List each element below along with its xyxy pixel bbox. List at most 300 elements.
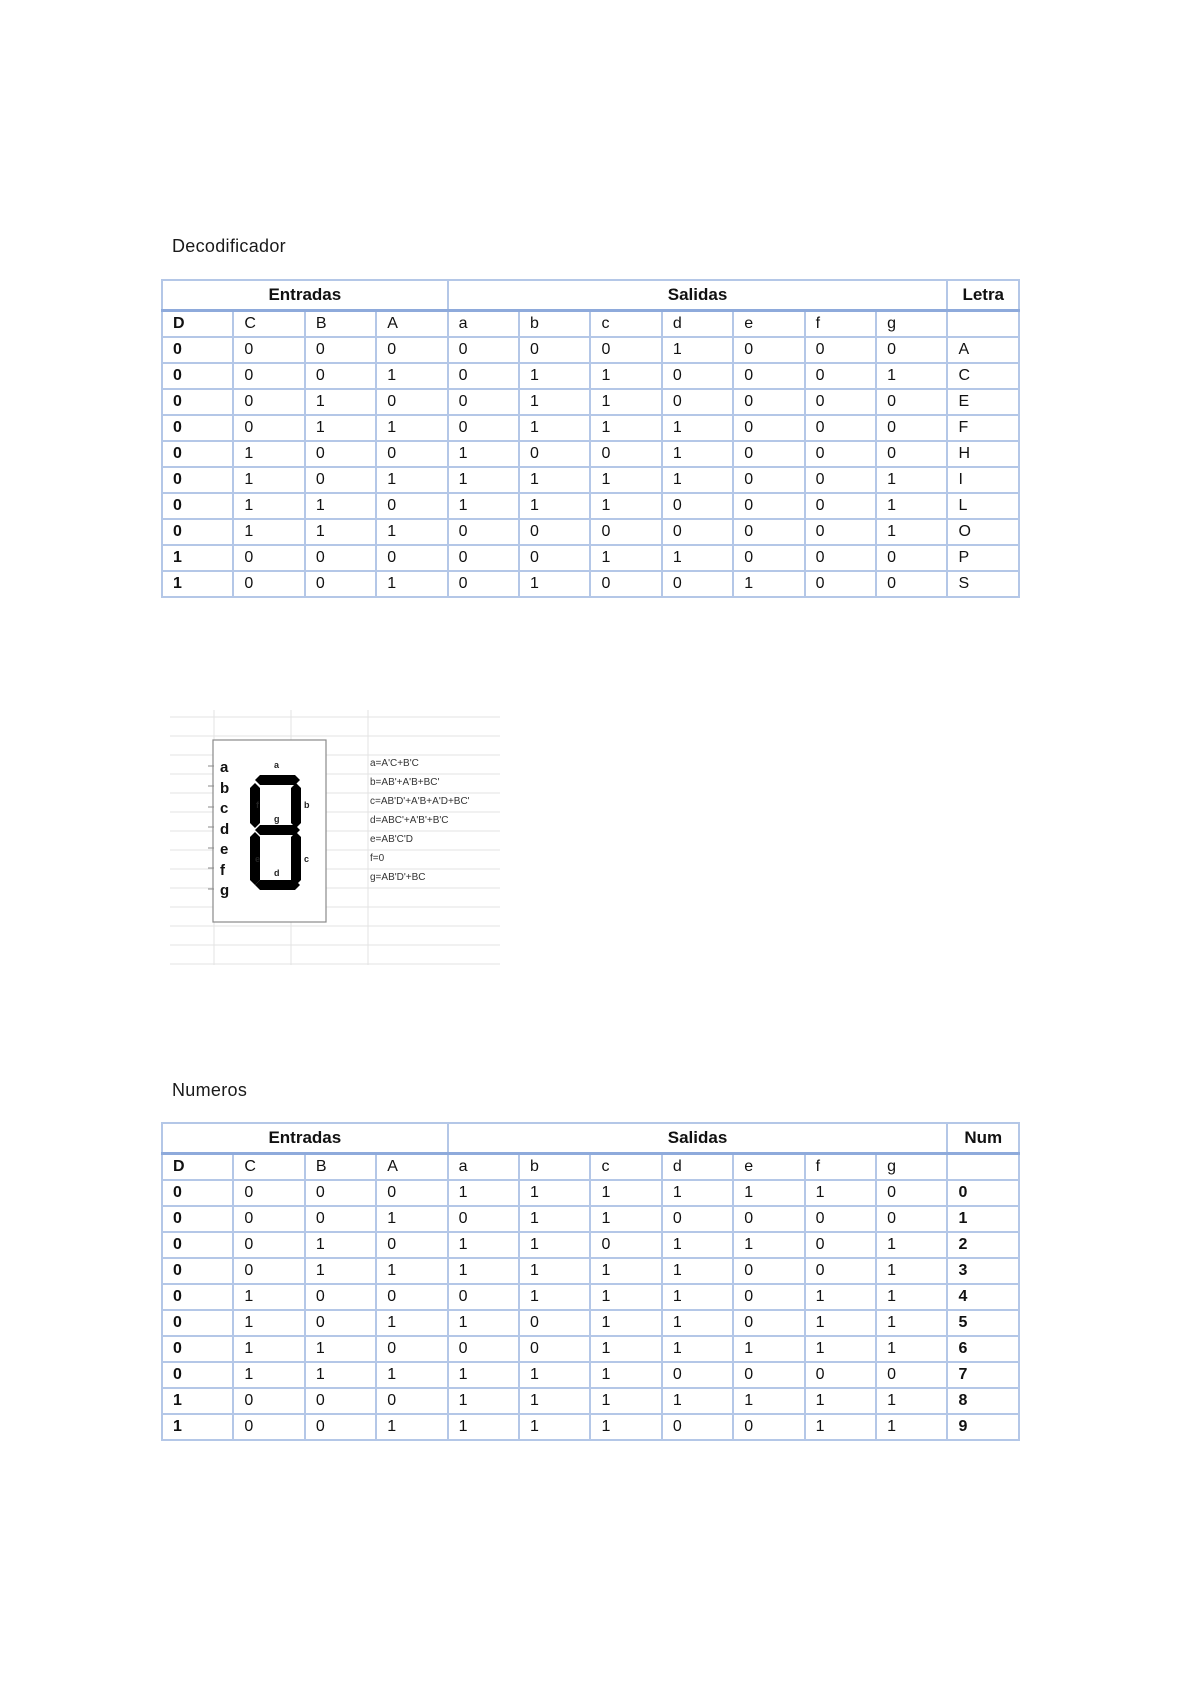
table-cell: 0: [162, 337, 233, 363]
table-cell: 0: [876, 571, 947, 597]
column-header: B: [305, 1154, 376, 1181]
group-entradas: Entradas: [162, 280, 448, 311]
column-header: a: [448, 311, 519, 338]
table-cell: 0: [162, 519, 233, 545]
table-cell: 0: [805, 441, 876, 467]
table-cell: 1: [876, 1232, 947, 1258]
table-cell: 0: [305, 1206, 376, 1232]
table-cell: 1: [733, 1336, 804, 1362]
table-cell: 1: [305, 1336, 376, 1362]
table-cell: 1: [305, 1258, 376, 1284]
segment-tag-a: a: [274, 760, 280, 770]
column-header: [947, 311, 1019, 338]
table-cell: 1: [448, 441, 519, 467]
table-cell: 0: [162, 1284, 233, 1310]
table-cell: 1: [519, 1388, 590, 1414]
table-cell: 9: [947, 1414, 1019, 1440]
equation-c: c=AB'D'+A'B+A'D+BC': [370, 796, 470, 807]
table-cell: 1: [590, 1336, 661, 1362]
decoder-title: Decodificador: [172, 236, 286, 256]
table-cell: 0: [233, 1388, 304, 1414]
table-cell: 0: [376, 1180, 447, 1206]
table-cell: 8: [947, 1388, 1019, 1414]
table-cell: 1: [448, 1180, 519, 1206]
table-row: [162, 1310, 1019, 1336]
table-cell: 1: [305, 1232, 376, 1258]
table-cell: 1: [590, 1388, 661, 1414]
column-header: A: [376, 311, 447, 338]
pin-label: a: [220, 759, 229, 776]
table-cell: 1: [662, 545, 733, 571]
table-cell: 0: [305, 1388, 376, 1414]
table-cell: 0: [376, 545, 447, 571]
table-cell: 1: [233, 1284, 304, 1310]
table-cell: 0: [805, 493, 876, 519]
segment-pin-labels: [220, 758, 229, 902]
table-cell: 0: [733, 441, 804, 467]
table-cell: 0: [590, 337, 661, 363]
table-cell: 1: [805, 1414, 876, 1440]
table-cell: 1: [305, 493, 376, 519]
table-cell: 1: [162, 1414, 233, 1440]
table-cell: 0: [376, 1284, 447, 1310]
table-cell: 1: [590, 363, 661, 389]
table-row: [162, 1336, 1019, 1362]
column-header: e: [733, 311, 804, 338]
table-cell: 1: [519, 1232, 590, 1258]
table-cell: 1: [448, 1388, 519, 1414]
table-row: [162, 1284, 1019, 1310]
table-cell: 1: [376, 571, 447, 597]
table-cell: 0: [162, 389, 233, 415]
column-header: c: [590, 311, 661, 338]
table-cell: 0: [519, 1310, 590, 1336]
table-cell: 0: [448, 337, 519, 363]
table-row: [162, 545, 1019, 571]
table-cell: 1: [305, 415, 376, 441]
table-cell: 1: [662, 1336, 733, 1362]
table-cell: E: [947, 389, 1019, 415]
column-header: D: [162, 311, 233, 338]
column-header: f: [805, 1154, 876, 1181]
table-cell: 1: [590, 1284, 661, 1310]
table-cell: 1: [590, 1362, 661, 1388]
table-cell: 0: [233, 337, 304, 363]
table-cell: 1: [590, 389, 661, 415]
table-cell: 2: [947, 1232, 1019, 1258]
table-cell: 1: [519, 493, 590, 519]
table-cell: 0: [448, 415, 519, 441]
equation-f: f=0: [370, 853, 385, 864]
column-header: C: [233, 311, 304, 338]
column-header: D: [162, 1154, 233, 1181]
column-header: [947, 1154, 1019, 1181]
equation-g: g=AB'D'+BC: [370, 872, 426, 883]
table-cell: 0: [233, 1258, 304, 1284]
table-cell: 0: [233, 1206, 304, 1232]
table-cell: 1: [805, 1180, 876, 1206]
table-cell: 5: [947, 1310, 1019, 1336]
table-cell: 6: [947, 1336, 1019, 1362]
table-cell: 0: [519, 1336, 590, 1362]
table-cell: 0: [662, 1206, 733, 1232]
table-cell: 0: [305, 467, 376, 493]
segment-b: [291, 783, 301, 828]
table-cell: 0: [662, 389, 733, 415]
group-header-row: [162, 1123, 1019, 1154]
table-cell: 0: [376, 441, 447, 467]
table-cell: 1: [233, 493, 304, 519]
table-cell: 1: [305, 1362, 376, 1388]
table-cell: 3: [947, 1258, 1019, 1284]
table-cell: 7: [947, 1362, 1019, 1388]
segment-d: [255, 880, 300, 890]
table-cell: 0: [305, 337, 376, 363]
table-cell: 0: [805, 1206, 876, 1232]
table-cell: 0: [662, 519, 733, 545]
table-cell: 1: [162, 545, 233, 571]
table-cell: 1: [805, 1284, 876, 1310]
numbers-title: Numeros: [172, 1080, 248, 1100]
column-header: b: [519, 311, 590, 338]
table-cell: 1: [876, 467, 947, 493]
table-cell: 0: [733, 1414, 804, 1440]
group-letra: Letra: [947, 280, 1019, 311]
table-cell: 1: [876, 519, 947, 545]
table-cell: 1: [519, 1362, 590, 1388]
table-cell: 0: [305, 441, 376, 467]
table-cell: 0: [947, 1180, 1019, 1206]
table-cell: 0: [876, 441, 947, 467]
table-cell: 0: [233, 1414, 304, 1440]
column-header: d: [662, 1154, 733, 1181]
segment-tag-d: d: [274, 868, 280, 878]
table-cell: 0: [733, 1310, 804, 1336]
table-cell: 0: [519, 337, 590, 363]
table-row: [162, 337, 1019, 363]
equation-b: b=AB'+A'B+BC': [370, 777, 440, 788]
table-row: [162, 441, 1019, 467]
table-cell: 0: [448, 519, 519, 545]
table-cell: 1: [448, 1362, 519, 1388]
column-header: a: [448, 1154, 519, 1181]
table-cell: 0: [876, 337, 947, 363]
table-cell: 1: [662, 415, 733, 441]
table-cell: 0: [305, 1180, 376, 1206]
table-cell: 0: [162, 1206, 233, 1232]
table-cell: 0: [376, 1388, 447, 1414]
column-header: e: [733, 1154, 804, 1181]
table-cell: 0: [305, 363, 376, 389]
table-cell: 0: [376, 337, 447, 363]
table-cell: 0: [876, 389, 947, 415]
table-cell: 1: [233, 1310, 304, 1336]
table-cell: 0: [162, 1258, 233, 1284]
table-cell: 0: [733, 1284, 804, 1310]
table-cell: P: [947, 545, 1019, 571]
pin-label: d: [220, 820, 230, 838]
table-cell: 0: [876, 1206, 947, 1232]
table-cell: 1: [805, 1310, 876, 1336]
boolean-equations: [370, 754, 470, 887]
column-header-row: [162, 311, 1019, 338]
table-row: [162, 1206, 1019, 1232]
table-cell: 1: [448, 493, 519, 519]
table-cell: I: [947, 467, 1019, 493]
table-cell: 0: [233, 571, 304, 597]
table-cell: 1: [376, 519, 447, 545]
table-cell: 1: [448, 1414, 519, 1440]
column-header: B: [305, 311, 376, 338]
table-cell: 0: [733, 1362, 804, 1388]
table-cell: 1: [662, 441, 733, 467]
table-cell: S: [947, 571, 1019, 597]
segment-g: [255, 825, 300, 835]
segment-tag-c: c: [304, 854, 310, 864]
table-cell: 1: [590, 1310, 661, 1336]
table-cell: 1: [662, 337, 733, 363]
table-cell: 0: [162, 1336, 233, 1362]
table-cell: 0: [590, 571, 661, 597]
table-cell: 0: [305, 545, 376, 571]
table-cell: 1: [876, 1388, 947, 1414]
segment-tag-f: f: [256, 800, 259, 810]
table-cell: 1: [947, 1206, 1019, 1232]
table-cell: 0: [662, 571, 733, 597]
column-header: c: [590, 1154, 661, 1181]
table-cell: 0: [876, 1180, 947, 1206]
table-cell: 0: [233, 545, 304, 571]
table-cell: 0: [448, 1284, 519, 1310]
table-cell: 0: [805, 1232, 876, 1258]
table-cell: 0: [162, 1232, 233, 1258]
table-row: [162, 519, 1019, 545]
table-cell: 0: [162, 363, 233, 389]
table-cell: 0: [162, 1310, 233, 1336]
table-cell: 0: [805, 337, 876, 363]
table-cell: 1: [376, 415, 447, 441]
table-cell: 4: [947, 1284, 1019, 1310]
table-cell: 1: [662, 1180, 733, 1206]
table-cell: 0: [590, 1232, 661, 1258]
table-cell: 1: [590, 1258, 661, 1284]
table-row: [162, 467, 1019, 493]
table-cell: 1: [876, 1258, 947, 1284]
table-cell: 0: [662, 1414, 733, 1440]
decoder-truth-table: [161, 279, 1020, 598]
pin-label: b: [220, 779, 230, 797]
table-cell: 1: [805, 1336, 876, 1362]
table-row: [162, 415, 1019, 441]
table-cell: 0: [733, 1258, 804, 1284]
table-cell: 0: [305, 1414, 376, 1440]
table-cell: 1: [876, 1336, 947, 1362]
table-cell: 0: [448, 363, 519, 389]
table-cell: F: [947, 415, 1019, 441]
group-entradas: Entradas: [162, 1123, 448, 1154]
table-cell: 0: [233, 1180, 304, 1206]
table-cell: 1: [305, 519, 376, 545]
table-row: [162, 1414, 1019, 1440]
segment-tag-e: e: [255, 854, 261, 864]
table-cell: 0: [805, 415, 876, 441]
table-cell: 0: [733, 363, 804, 389]
table-row: [162, 493, 1019, 519]
table-cell: 1: [876, 1414, 947, 1440]
equation-e: e=AB'C'D: [370, 834, 414, 845]
segment-tag-b: b: [304, 800, 310, 810]
table-cell: 0: [805, 519, 876, 545]
table-row: [162, 1362, 1019, 1388]
segment-c: [291, 832, 301, 885]
table-cell: 1: [876, 1310, 947, 1336]
table-cell: 0: [805, 467, 876, 493]
table-cell: 1: [662, 1232, 733, 1258]
table-cell: 0: [662, 363, 733, 389]
table-cell: 1: [376, 467, 447, 493]
table-cell: 1: [519, 1284, 590, 1310]
table-cell: 1: [733, 1388, 804, 1414]
table-cell: 1: [876, 493, 947, 519]
table-cell: 0: [448, 1336, 519, 1362]
table-cell: 1: [519, 1414, 590, 1440]
table-cell: 1: [162, 1388, 233, 1414]
table-cell: 1: [376, 1206, 447, 1232]
table-cell: 1: [590, 1180, 661, 1206]
pin-label: f: [220, 861, 225, 879]
table-cell: 0: [733, 337, 804, 363]
table-cell: 0: [733, 545, 804, 571]
column-header: g: [876, 311, 947, 338]
table-cell: 1: [448, 1232, 519, 1258]
group-salidas: Salidas: [448, 1123, 948, 1154]
table-cell: 0: [162, 441, 233, 467]
table-cell: 0: [733, 415, 804, 441]
column-header: g: [876, 1154, 947, 1181]
table-cell: 0: [733, 1206, 804, 1232]
table-cell: 1: [733, 1232, 804, 1258]
table-cell: 0: [448, 545, 519, 571]
table-cell: 1: [233, 467, 304, 493]
table-cell: 0: [733, 493, 804, 519]
table-cell: 0: [805, 389, 876, 415]
table-cell: 0: [733, 519, 804, 545]
seven-segment-figure: [170, 710, 500, 965]
table-cell: 1: [590, 1414, 661, 1440]
table-cell: C: [947, 363, 1019, 389]
table-cell: 1: [519, 389, 590, 415]
table-cell: 1: [805, 1388, 876, 1414]
table-row: [162, 363, 1019, 389]
table-cell: A: [947, 337, 1019, 363]
table-cell: 0: [590, 519, 661, 545]
table-cell: 1: [448, 1258, 519, 1284]
pin-label: c: [220, 800, 229, 817]
table-cell: 1: [519, 467, 590, 493]
table-cell: 0: [305, 571, 376, 597]
table-row: [162, 1180, 1019, 1206]
table-cell: 0: [162, 1362, 233, 1388]
table-row: [162, 1232, 1019, 1258]
table-cell: 0: [305, 1284, 376, 1310]
table-cell: 1: [519, 571, 590, 597]
pin-label: e: [220, 841, 229, 858]
table-cell: 1: [233, 1362, 304, 1388]
table-cell: 1: [519, 363, 590, 389]
table-cell: 1: [662, 1284, 733, 1310]
table-cell: 0: [519, 441, 590, 467]
table-cell: 1: [876, 1284, 947, 1310]
group-header-row: [162, 280, 1019, 311]
table-cell: 1: [519, 1180, 590, 1206]
table-cell: 1: [662, 1310, 733, 1336]
table-cell: 0: [805, 1258, 876, 1284]
group-salidas: Salidas: [448, 280, 948, 311]
group-num: Num: [947, 1123, 1019, 1154]
table-cell: 1: [233, 519, 304, 545]
column-header: C: [233, 1154, 304, 1181]
table-cell: 0: [376, 1232, 447, 1258]
table-cell: 1: [662, 1388, 733, 1414]
table-cell: 1: [376, 363, 447, 389]
table-cell: 0: [162, 1180, 233, 1206]
table-cell: 0: [162, 493, 233, 519]
segment-a: [255, 775, 300, 785]
equation-d: d=ABC'+A'B'+B'C: [370, 815, 449, 826]
table-cell: 0: [805, 1362, 876, 1388]
table-cell: 0: [519, 545, 590, 571]
table-cell: 1: [376, 1414, 447, 1440]
table-cell: 0: [448, 389, 519, 415]
table-cell: 0: [805, 571, 876, 597]
table-cell: 1: [519, 415, 590, 441]
table-cell: 1: [162, 571, 233, 597]
table-cell: 0: [233, 1232, 304, 1258]
table-cell: 1: [590, 1206, 661, 1232]
equation-a: a=A'C+B'C: [370, 758, 419, 769]
table-cell: 0: [233, 363, 304, 389]
table-cell: L: [947, 493, 1019, 519]
table-cell: 0: [376, 1336, 447, 1362]
table-cell: 0: [162, 415, 233, 441]
table-cell: 1: [590, 493, 661, 519]
table-cell: 0: [876, 415, 947, 441]
segment-tag-g: g: [274, 814, 280, 824]
table-cell: 0: [662, 1362, 733, 1388]
table-cell: O: [947, 519, 1019, 545]
table-cell: 1: [233, 1336, 304, 1362]
table-cell: 0: [733, 389, 804, 415]
table-cell: 1: [448, 467, 519, 493]
table-cell: 0: [876, 1362, 947, 1388]
table-cell: 1: [590, 415, 661, 441]
table-cell: 0: [376, 389, 447, 415]
table-cell: 0: [733, 467, 804, 493]
table-row: [162, 1258, 1019, 1284]
table-cell: 1: [376, 1310, 447, 1336]
table-cell: 1: [305, 389, 376, 415]
table-cell: 0: [519, 519, 590, 545]
table-cell: 1: [733, 571, 804, 597]
table-cell: 1: [448, 1310, 519, 1336]
table-cell: 1: [590, 545, 661, 571]
table-cell: 0: [448, 1206, 519, 1232]
column-header-row: [162, 1154, 1019, 1181]
table-row: [162, 571, 1019, 597]
table-cell: 1: [733, 1180, 804, 1206]
table-cell: 1: [376, 1258, 447, 1284]
table-cell: 0: [162, 467, 233, 493]
